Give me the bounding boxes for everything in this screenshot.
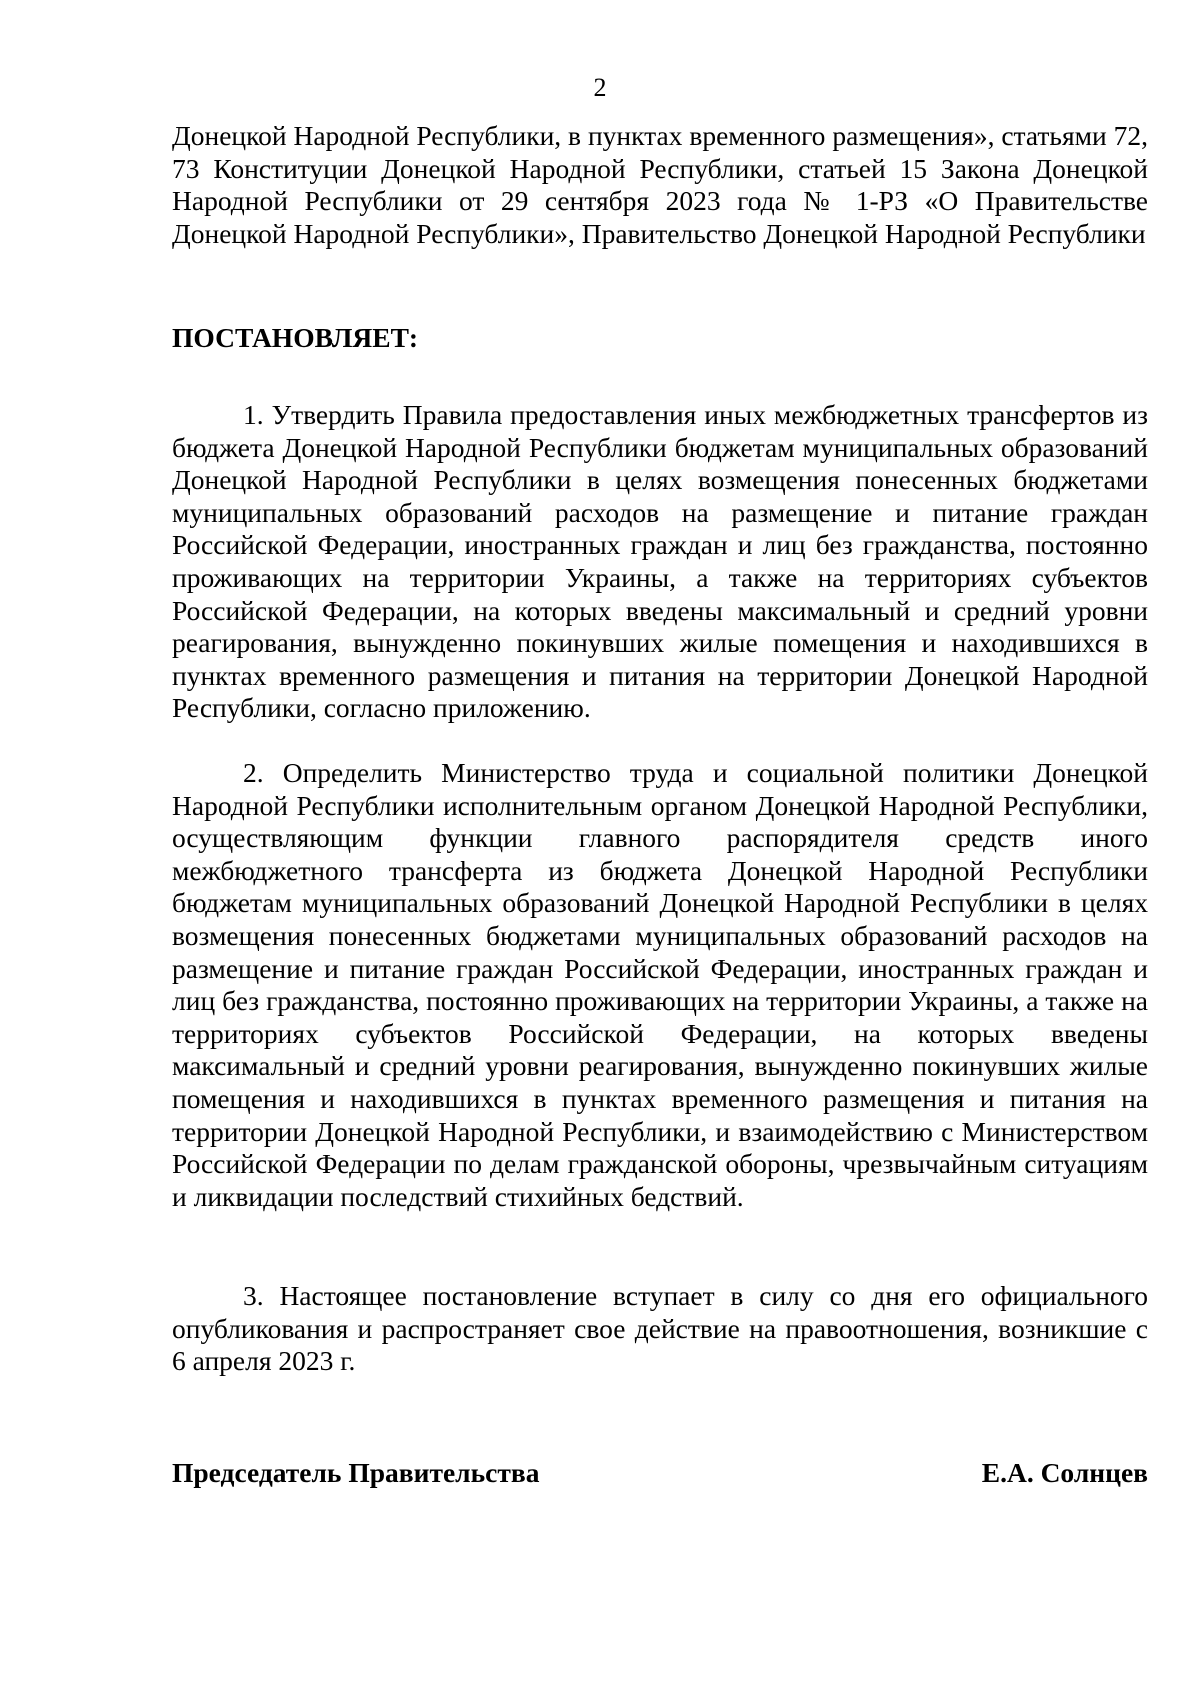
signatory-title: Председатель Правительства <box>172 1457 540 1488</box>
decree-item-2: 2. Определить Министерство труда и социальной политики Донецкой Народной Республики исполнительным органом Донецкой Народной Республики, осуществляющим функции главного распорядителя средств иного межбюджетного трансферта из бюджета Донецкой Народной Республики бюджетам муниципальных образований Донецкой Народной Республики в целях возмещения понесенных бюджетами муниципальных образований расходов на размещение и питание граждан Российской Федерации, иностранных граждан и лиц без гражданства, постоянно проживающих на территории Украины, а также на территориях субъектов Российской Федерации, на которых введены максимальный и средний уровни реагирования, вынужденно покинувших жилые помещения и находившихся в пунктах временного размещения и питания на территории Донецкой Народной Республики, и взаимодействию с Министерством Российской Федерации по делам гражданской обороны, чрезвычайным ситуациям и ликвидации последствий стихийных бедствий. <box>172 757 1148 1212</box>
decree-item-3: 3. Настоящее постановление вступает в силу со дня его официального опубликования и распространяет свое действие на правоотношения, возникшие с 6 апреля 2023 г. <box>172 1280 1148 1377</box>
page-number: 2 <box>593 73 607 102</box>
decree-heading: ПОСТАНОВЛЯЕТ: <box>172 322 419 353</box>
intro-paragraph: Донецкой Народной Республики, в пунктах временного размещения», статьями 72, 73 Конституции Донецкой Народной Республики, статьей 15 Закона Донецкой Народной Республики от 29 сентября 2023 года № 1-РЗ «О Правительстве Донецкой Народной Республики», Правительство Донецкой Народной Республики <box>172 120 1148 249</box>
decree-item-1: 1. Утвердить Правила предоставления иных межбюджетных трансфертов из бюджета Донецкой Народной Республики бюджетам муниципальных образований Донецкой Народной Республики в целях возмещения понесенных бюджетами муниципальных образований расходов на размещение и питание граждан Российской Федерации, иностранных граждан и лиц без гражданства, постоянно проживающих на территории Украины, а также на территориях субъектов Российской Федерации, на которых введены максимальный и средний уровни реагирования, вынужденно покинувших жилые помещения и находившихся в пунктах временного размещения и питания на территории Донецкой Народной Республики, согласно приложению. <box>172 399 1148 724</box>
signatory-name: Е.А. Солнцев <box>981 1457 1148 1488</box>
